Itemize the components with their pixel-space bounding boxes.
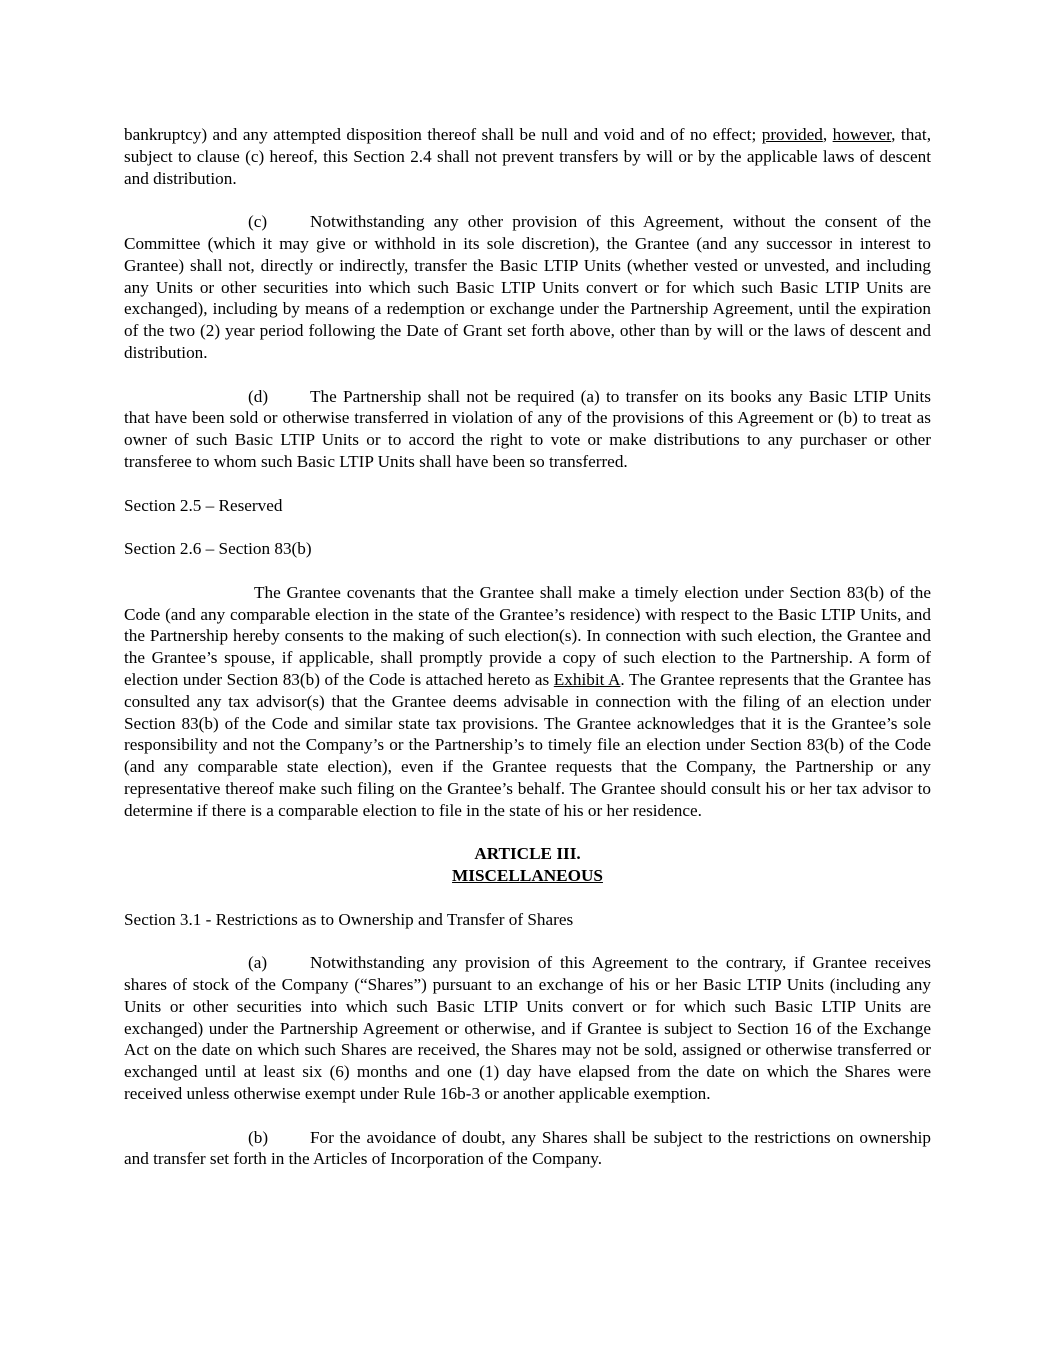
clause-d-text: The Partnership shall not be required (a) to transfer on its books any Basic LTIP Units that have been sold or otherwise transferred in violation of any of the provisions of this Agreement or (b) to treat as owner of such Basic LTIP Units or to accord the right to vote or make distributions to any purchaser or other transferee to whom such Basic LTIP Units shall have been so transferred. bbox=[124, 386, 931, 471]
section-83b-text-1: The Grantee covenants that the Grantee shall make a timely election under Section 83(b) of the Code (and any comparable election in the state of the Grantee’s residence) with respect to the Basic LTIP Units, and the Partnership hereby consents to the making of such election(s). In connection with such election, the Grantee and the Grantee’s spouse, if applicable, shall promptly provide a copy of such election to the Partnership. A form of election under Section 83(b) of the Code is attached hereto as bbox=[124, 582, 931, 689]
exhibit-a-reference: Exhibit A bbox=[553, 669, 621, 689]
paragraph-clause-c bbox=[124, 211, 931, 364]
however-term: however bbox=[832, 125, 892, 144]
paragraph-clause-d bbox=[124, 386, 931, 473]
section-3-1-heading: Section 3.1 - Restrictions as to Ownership and Transfer of Shares bbox=[124, 909, 574, 929]
section-83b-text-2: . The Grantee represents that the Grantee has consulted any tax advisor(s) that the Grantee deems advisable in connection with the filing of an election under Section 83(b) of the Code and similar state tax provisions. The Grantee acknowledges that it is the Grantee’s sole responsibility and not the Company’s or the Partnership’s to timely file an election under Section 83(b) of the Code (and any comparable state election), even if the Grantee requests that the Company, the Partnership or any representative thereof make such filing on the Grantee’s behalf. The Grantee should consult his or her tax advisor to determine if there is a comparable election to file in the state of his or her residence. bbox=[124, 669, 932, 820]
proviso-text-3: , that, subject to clause (c) hereof, this Section 2.4 shall not prevent transfers by will or by the applicable laws of descent and distribution. bbox=[124, 125, 931, 188]
article-heading bbox=[124, 843, 931, 887]
clause-3-1-b-text: For the avoidance of doubt, any Shares shall be subject to the restrictions on ownership and transfer set forth in the Articles of Incorporation of the Company. bbox=[124, 1127, 931, 1169]
article-number: ARTICLE III. bbox=[474, 844, 581, 864]
paragraph-transfer-proviso bbox=[124, 124, 931, 189]
clause-c-text: Notwithstanding any other provision of this Agreement, without the consent of the Committee (which it may give or withhold in its sole discretion), the Grantee (and any successor in interest to Grantee) shall not, directly or indirectly, transfer the Basic LTIP Units (whether vested or unvested, and including any Units or other securities into which such Basic LTIP Units convert or for which such Basic LTIP Units are exchanged), including by means of a redemption or exchange under the Partnership Agreement, until the expiration of the two (2) year period following the Date of Grant set forth above, other than by will or the laws of descent and distribution. bbox=[124, 212, 931, 362]
paragraph-section-3-1-a bbox=[124, 952, 931, 1105]
section-2-5-heading: Section 2.5 – Reserved bbox=[124, 495, 283, 515]
article-title: MISCELLANEOUS bbox=[452, 866, 603, 886]
clause-c-label: (c) bbox=[248, 212, 268, 232]
clause-3-1-a-label: (a) bbox=[248, 953, 268, 973]
clause-3-1-a-text: Notwithstanding any provision of this Agreement to the contrary, if Grantee receives shares of stock of the Company (“Shares”) pursuant to an exchange of his or her Basic LTIP Units (including any Units or other securities into which such Basic LTIP Units convert or for which such Basic LTIP Units are exchanged) under the Partnership Agreement or otherwise, and if Grantee is subject to Section 16 of the Exchange Act on the date on which such Shares are received, the Shares may not be sold, assigned or otherwise transferred or exchanged until at least six (6) months and one (1) day have elapsed from the date on which the Shares were received unless otherwise exempt under Rule 16b-3 or another applicable exemption. bbox=[124, 953, 931, 1104]
clause-d-label: (d) bbox=[248, 386, 269, 406]
paragraph-section-3-1-b bbox=[124, 1127, 931, 1171]
document-page bbox=[124, 124, 931, 1192]
paragraph-section-83b bbox=[124, 582, 931, 822]
proviso-text-1: bankruptcy) and any attempted disposition thereof shall be null and void and of no effect; bbox=[124, 125, 762, 144]
clause-3-1-b-label: (b) bbox=[248, 1127, 269, 1147]
proviso-text-2: , bbox=[822, 125, 833, 144]
section-2-6-heading: Section 2.6 – Section 83(b) bbox=[124, 539, 312, 559]
provided-term: provided bbox=[761, 125, 823, 144]
